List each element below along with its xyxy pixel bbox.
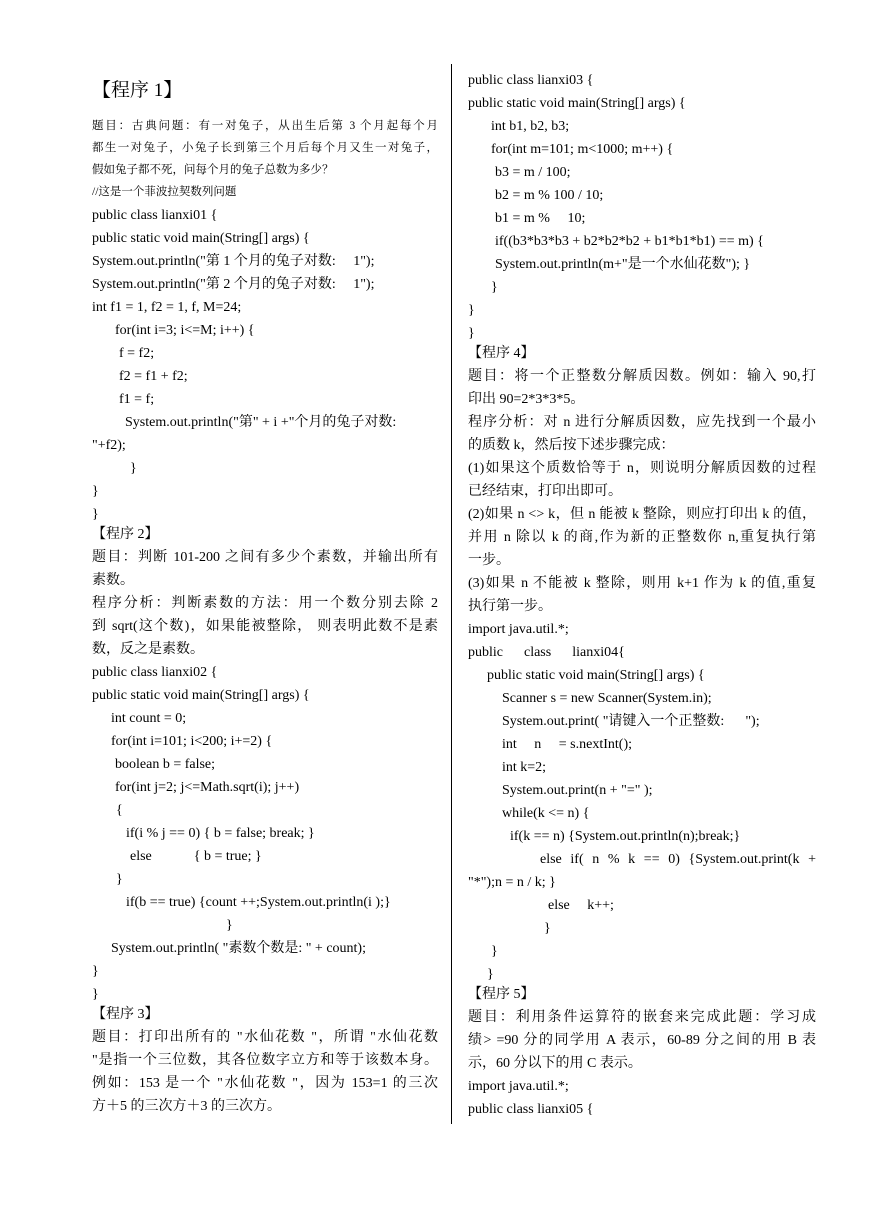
program-2-question-line: 题目：判断 101-200 之间有多少个素数，并输出所有 (92, 550, 438, 565)
program-4-step-line: 并用 n 除以 k 的商,作为新的正整数你 n,重复执行第 (468, 530, 816, 545)
code-line: for(int i=3; i<=M; i++) { (115, 323, 255, 338)
program-1-question-line: 都生一对兔子，小兔子长到第三个月后每个月又生一对兔子， (92, 142, 438, 154)
program-2-analysis-line: 数，反之是素数。 (92, 642, 204, 657)
code-line: if(k == n) {System.out.println(n);break;} (510, 829, 741, 844)
code-line: int b1, b2, b3; (491, 119, 570, 134)
code-line: } (116, 872, 123, 887)
code-line: f = f2; (119, 346, 155, 361)
code-line: } (130, 461, 137, 476)
code-line: if(i % j == 0) { b = false; break; } (126, 826, 315, 841)
column-divider (451, 64, 452, 1124)
code-line: System.out.print(n + "=" ); (502, 783, 653, 798)
code-line: b2 = m % 100 / 10; (495, 188, 604, 203)
program-4-step-line: 已经结束，打印出即可。 (468, 484, 622, 499)
code-line: if(b == true) {count ++;System.out.println(i );} (126, 895, 391, 910)
code-line: } (544, 921, 551, 936)
code-line: System.out.println("第 1 个月的兔子对数: 1"); (92, 254, 375, 269)
code-line: public static void main(String[] args) { (487, 668, 705, 683)
program-5-question-line: 示，60 分以下的用 C 表示。 (468, 1056, 642, 1071)
program-3-question-line: 方＋5 的三次方＋3 的三次方。 (92, 1099, 281, 1114)
program-4-step-line: (2)如果 n <> k，但 n 能被 k 整除，则应打印出 k 的值， (468, 507, 816, 522)
program-1-question-line: 题目：古典问题：有一对兔子，从出生后第 3 个月起每个月 (92, 120, 438, 132)
code-line: public static void main(String[] args) { (468, 96, 686, 111)
code-line: else k++; (548, 898, 614, 913)
code-line: public class lianxi01 { (92, 208, 218, 223)
program-5-heading: 【程序 5】 (468, 987, 535, 1002)
program-4-step-line: 一步。 (468, 553, 510, 568)
code-line: f2 = f1 + f2; (119, 369, 188, 384)
code-line: int k=2; (502, 760, 547, 775)
code-line: public class lianxi04{ (468, 645, 625, 660)
program-1-question-line: 假如兔子都不死，问每个月的兔子总数为多少？ (92, 164, 334, 176)
code-line: System.out.println("第 2 个月的兔子对数: 1"); (92, 277, 375, 292)
code-line: public class lianxi02 { (92, 665, 218, 680)
code-line: System.out.println( "素数个数是: " + count); (111, 941, 366, 956)
code-line: System.out.println(m+"是一个水仙花数"); } (495, 257, 751, 272)
program-4-step-line: (3)如果 n 不能被 k 整除，则用 k+1 作为 k 的值,重复 (468, 576, 816, 591)
code-line: f1 = f; (119, 392, 155, 407)
code-line: } (92, 987, 99, 1002)
code-line: import java.util.*; (468, 622, 569, 637)
code-line: } (92, 964, 99, 979)
code-line: for(int j=2; j<=Math.sqrt(i); j++) (115, 780, 300, 795)
program-4-analysis-line: 的质数 k，然后按下述步骤完成： (468, 438, 675, 453)
code-line: "+f2); (92, 438, 126, 453)
code-line: public static void main(String[] args) { (92, 231, 310, 246)
code-line: } (491, 280, 498, 295)
code-line: } (92, 507, 99, 522)
code-line: Scanner s = new Scanner(System.in); (502, 691, 712, 706)
code-line: } (487, 967, 494, 982)
code-line: int n = s.nextInt(); (502, 737, 632, 752)
program-4-analysis-line: 程序分析：对 n 进行分解质因数，应先找到一个最小 (468, 415, 816, 430)
program-1-comment: //这是一个菲波拉契数列问题 (92, 186, 237, 198)
code-line: else { b = true; } (130, 849, 262, 864)
program-2-analysis-line: 程序分析：判断素数的方法：用一个数分别去除 2 (92, 596, 438, 611)
code-line: int count = 0; (111, 711, 187, 726)
program-3-question-line: 题目：打印出所有的 "水仙花数 "，所谓 "水仙花数 (92, 1030, 438, 1045)
code-line: { (116, 803, 123, 818)
code-line: "*");n = n / k; } (468, 875, 556, 890)
program-5-question-line: 绩> =90 分的同学用 A 表示，60-89 分之间的用 B 表 (468, 1033, 816, 1048)
code-line: } (468, 303, 475, 318)
program-4-heading: 【程序 4】 (468, 346, 535, 361)
code-line: b1 = m % 10; (495, 211, 586, 226)
code-line: while(k <= n) { (502, 806, 590, 821)
program-2-question-line: 素数。 (92, 573, 134, 588)
program-4-question-line: 题目：将一个正整数分解质因数。例如：输入 90,打 (468, 369, 816, 384)
code-line: else if( n % k == 0) {System.out.print(k + (540, 852, 816, 867)
program-4-step-line: 执行第一步。 (468, 599, 552, 614)
code-line: if((b3*b3*b3 + b2*b2*b2 + b1*b1*b1) == m) { (495, 234, 764, 249)
code-line: public class lianxi03 { (468, 73, 594, 88)
code-line: public static void main(String[] args) { (92, 688, 310, 703)
program-4-question-line: 印出 90=2*3*3*5。 (468, 392, 585, 407)
program-3-question-line: "是指一个三位数，其各位数字立方和等于该数本身。 (92, 1053, 438, 1068)
code-line: for(int m=101; m<1000; m++) { (491, 142, 674, 157)
program-5-question-line: 题目：利用条件运算符的嵌套来完成此题：学习成 (468, 1010, 816, 1025)
code-line: public class lianxi05 { (468, 1102, 594, 1117)
code-line: } (491, 944, 498, 959)
code-line: b3 = m / 100; (495, 165, 571, 180)
code-line: } (92, 484, 99, 499)
code-line: int f1 = 1, f2 = 1, f, M=24; (92, 300, 242, 315)
code-line: } (468, 326, 475, 341)
code-line: System.out.println("第" + i +"个月的兔子对数: (125, 415, 397, 430)
program-1-heading: 【程序 1】 (92, 80, 183, 101)
code-line: import java.util.*; (468, 1079, 569, 1094)
code-line: System.out.print( "请键入一个正整数: "); (502, 714, 760, 729)
program-3-question-line: 例如：153 是一个 "水仙花数 "，因为 153=1 的三次 (92, 1076, 438, 1091)
program-3-heading: 【程序 3】 (92, 1007, 159, 1022)
code-line: boolean b = false; (115, 757, 216, 772)
program-2-heading: 【程序 2】 (92, 527, 159, 542)
code-line: } (226, 918, 233, 933)
program-2-analysis-line: 到 sqrt(这个数)，如果能被整除， 则表明此数不是素 (92, 619, 438, 634)
program-4-step-line: (1)如果这个质数恰等于 n，则说明分解质因数的过程 (468, 461, 816, 476)
code-line: for(int i=101; i<200; i+=2) { (111, 734, 273, 749)
